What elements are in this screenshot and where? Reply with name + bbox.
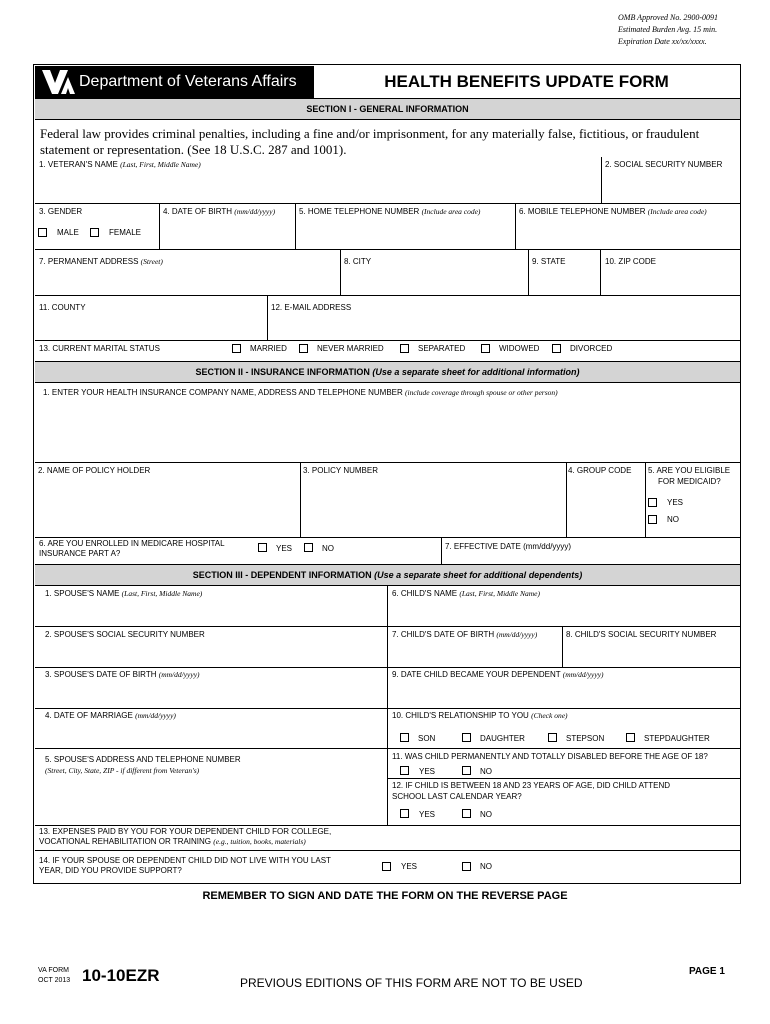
never-married-checkbox[interactable] [299,344,308,353]
school-no-checkbox[interactable] [462,809,471,818]
daughter-label: DAUGHTER [480,734,525,743]
county-field[interactable] [40,315,262,339]
effective-date-label: 7. EFFECTIVE DATE (mm/dd/yyyy) [445,542,572,551]
medicare-label-2: INSURANCE PART A? [39,549,121,558]
veteran-name-field[interactable] [40,172,595,202]
school-yes-label: YES [419,810,436,819]
expenses-label-1: 13. EXPENSES PAID BY YOU FOR YOUR DEPENDENT CHILD FOR COLLEGE, [39,827,332,836]
widowed-label: WIDOWED [499,344,540,353]
legal-notice: Federal law provides criminal penalties, including a fine and/or imprisonment, for any materially false, fictitious, or fraudulent statement or representation. (See 18 U.S.C. 287 and 1001). [40,126,700,157]
zip-label: 10. ZIP CODE [605,257,656,266]
medicaid-label-1: 5. ARE YOU ELIGIBLE [648,466,731,475]
female-label: FEMALE [109,228,142,237]
insurance-company-field[interactable] [40,400,736,460]
child-name-label: 6. CHILD'S NAME (Last, First, Middle Name) [392,589,540,598]
spouse-address-label: 5. SPOUSE'S ADDRESS AND TELEPHONE NUMBER [45,755,241,764]
child-ssn-field[interactable] [566,642,736,665]
section-1-heading: SECTION I - GENERAL INFORMATION [35,98,740,120]
mobile-phone-label: 6. MOBILE TELEPHONE NUMBER (Include area code) [519,207,707,216]
stepdaughter-label: STEPDAUGHTER [644,734,710,743]
stepdaughter-checkbox[interactable] [626,733,635,742]
form-title: HEALTH BENEFITS UPDATE FORM [384,72,669,91]
va-logo-icon [41,69,75,95]
son-checkbox[interactable] [400,733,409,742]
policy-number-field[interactable] [303,480,561,535]
spouse-dob-field[interactable] [40,682,382,706]
policy-number-label: 3. POLICY NUMBER [303,466,378,475]
female-checkbox[interactable] [90,228,99,237]
va-form-label: VA FORM OCT 2013 [38,967,71,984]
medicaid-yes-label: YES [667,498,684,507]
spouse-address-hint: (Street, City, State, ZIP - if different from Veteran's) [45,766,200,775]
spouse-ssn-label: 2. SPOUSE'S SOCIAL SECURITY NUMBER [45,630,205,639]
effective-date-field[interactable] [600,540,736,562]
support-yes-label: YES [401,862,418,871]
male-label: MALE [57,228,79,237]
medicare-no-label: NO [322,544,334,553]
married-checkbox[interactable] [232,344,241,353]
medicaid-label-2: FOR MEDICAID? [658,477,721,486]
medicare-no-checkbox[interactable] [304,543,313,552]
divorced-label: DIVORCED [570,344,613,353]
separated-label: SEPARATED [418,344,466,353]
spouse-dob-label: 3. SPOUSE'S DATE OF BIRTH (mm/dd/yyyy) [45,670,200,679]
support-no-checkbox[interactable] [462,862,471,871]
omb-info [618,12,718,48]
medicare-label-1: 6. ARE YOU ENROLLED IN MEDICARE HOSPITAL [39,539,225,548]
spouse-address-field[interactable] [40,778,382,823]
policy-holder-field[interactable] [38,480,296,535]
state-field[interactable] [532,270,596,295]
medicaid-no-checkbox[interactable] [648,515,657,524]
spouse-name-label: 1. SPOUSE'S NAME (Last, First, Middle Name) [45,589,203,598]
address-field[interactable] [40,270,335,295]
insurance-company-label: 1. ENTER YOUR HEALTH INSURANCE COMPANY NAME, ADDRESS AND TELEPHONE NUMBER (include coverage through spouse or other person) [43,388,558,397]
gender-label: 3. GENDER [39,207,83,216]
dob-label: 4. DATE OF BIRTH (mm/dd/yyyy) [163,207,276,216]
spouse-name-field[interactable] [40,600,382,625]
dependent-date-field[interactable] [392,682,736,706]
marriage-date-label: 4. DATE OF MARRIAGE (mm/dd/yyyy) [45,711,176,720]
disabled-label: 11. WAS CHILD PERMANENTLY AND TOTALLY DISABLED BEFORE THE AGE OF 18? [392,752,708,761]
omb-expiration: Expiration Date xx/xx/xxxx. [618,37,707,46]
va-header-bar [35,66,314,98]
medicare-yes-checkbox[interactable] [258,543,267,552]
email-label: 12. E-MAIL ADDRESS [271,303,352,312]
son-label: SON [418,734,436,743]
group-code-label: 4. GROUP CODE [568,466,632,475]
divorced-checkbox[interactable] [552,344,561,353]
child-dob-label: 7. CHILD'S DATE OF BIRTH (mm/dd/yyyy) [392,630,538,639]
expenses-label-2: VOCATIONAL REHABILITATION OR TRAINING (e.g., tuition, books, materials) [39,837,306,846]
school-label-1: 12. IF CHILD IS BETWEEN 18 AND 23 YEARS OF AGE, DID CHILD ATTEND [392,781,670,790]
omb-approval-number: OMB Approved No. 2900-0091 [618,13,718,22]
stepson-label: STEPSON [566,734,605,743]
policy-holder-label: 2. NAME OF POLICY HOLDER [38,466,151,475]
medicaid-yes-checkbox[interactable] [648,498,657,507]
section-3-heading: SECTION III - DEPENDENT INFORMATION (Use a separate sheet for additional dependents) [35,564,740,586]
separated-checkbox[interactable] [400,344,409,353]
stepson-checkbox[interactable] [548,733,557,742]
email-field[interactable] [271,315,736,339]
support-label-1: 14. IF YOUR SPOUSE OR DEPENDENT CHILD DID NOT LIVE WITH YOU LAST [39,856,331,865]
disabled-no-checkbox[interactable] [462,766,471,775]
state-label: 9. STATE [532,257,566,266]
support-no-label: NO [480,862,492,871]
medicaid-no-label: NO [667,515,679,524]
ssn-field[interactable] [606,172,736,202]
disabled-yes-label: YES [419,767,436,776]
zip-field[interactable] [605,270,737,295]
city-label: 8. CITY [344,257,372,266]
home-phone-field[interactable] [299,220,511,248]
marital-status-label: 13. CURRENT MARITAL STATUS [39,344,160,353]
widowed-checkbox[interactable] [481,344,490,353]
form-number: 10-10EZR [82,966,160,985]
school-label-2: SCHOOL LAST CALENDAR YEAR? [392,792,522,801]
dependent-date-label: 9. DATE CHILD BECAME YOUR DEPENDENT (mm/dd/yyyy) [392,670,604,679]
child-dob-field[interactable] [392,642,558,665]
disabled-yes-checkbox[interactable] [400,766,409,775]
veteran-name-label: 1. VETERAN'S NAME (Last, First, Middle Name) [39,160,201,169]
male-checkbox[interactable] [38,228,47,237]
married-label: MARRIED [250,344,287,353]
school-no-label: NO [480,810,492,819]
page-number: PAGE 1 [689,966,725,977]
marriage-date-field[interactable] [40,722,382,746]
mobile-phone-field[interactable] [519,220,737,248]
department-name: Department of Veterans Affairs [79,73,297,90]
home-phone-label: 5. HOME TELEPHONE NUMBER (Include area code) [299,207,481,216]
never-married-label: NEVER MARRIED [317,344,384,353]
section-2-heading: SECTION II - INSURANCE INFORMATION (Use a separate sheet for additional information) [35,361,740,383]
support-label-2: YEAR, DID YOU PROVIDE SUPPORT? [39,866,182,875]
medicare-yes-label: YES [276,544,293,553]
county-label: 11. COUNTY [39,303,86,312]
support-yes-checkbox[interactable] [382,862,391,871]
disabled-no-label: NO [480,767,492,776]
dob-field[interactable] [163,220,291,248]
child-ssn-label: 8. CHILD'S SOCIAL SECURITY NUMBER [566,630,717,639]
daughter-checkbox[interactable] [462,733,471,742]
spouse-ssn-field[interactable] [40,642,382,665]
school-yes-checkbox[interactable] [400,809,409,818]
previous-editions-note: PREVIOUS EDITIONS OF THIS FORM ARE NOT TO BE USED [240,976,583,990]
group-code-field[interactable] [568,480,642,535]
sign-reminder: REMEMBER TO SIGN AND DATE THE FORM ON THE REVERSE PAGE [202,890,568,902]
address-label: 7. PERMANENT ADDRESS (Street) [39,257,163,266]
ssn-label: 2. SOCIAL SECURITY NUMBER [605,160,723,169]
relationship-label: 10. CHILD'S RELATIONSHIP TO YOU (Check one) [392,711,568,720]
child-name-field[interactable] [392,600,736,625]
omb-burden: Estimated Burden Avg. 15 min. [618,25,718,34]
city-field[interactable] [344,270,524,295]
